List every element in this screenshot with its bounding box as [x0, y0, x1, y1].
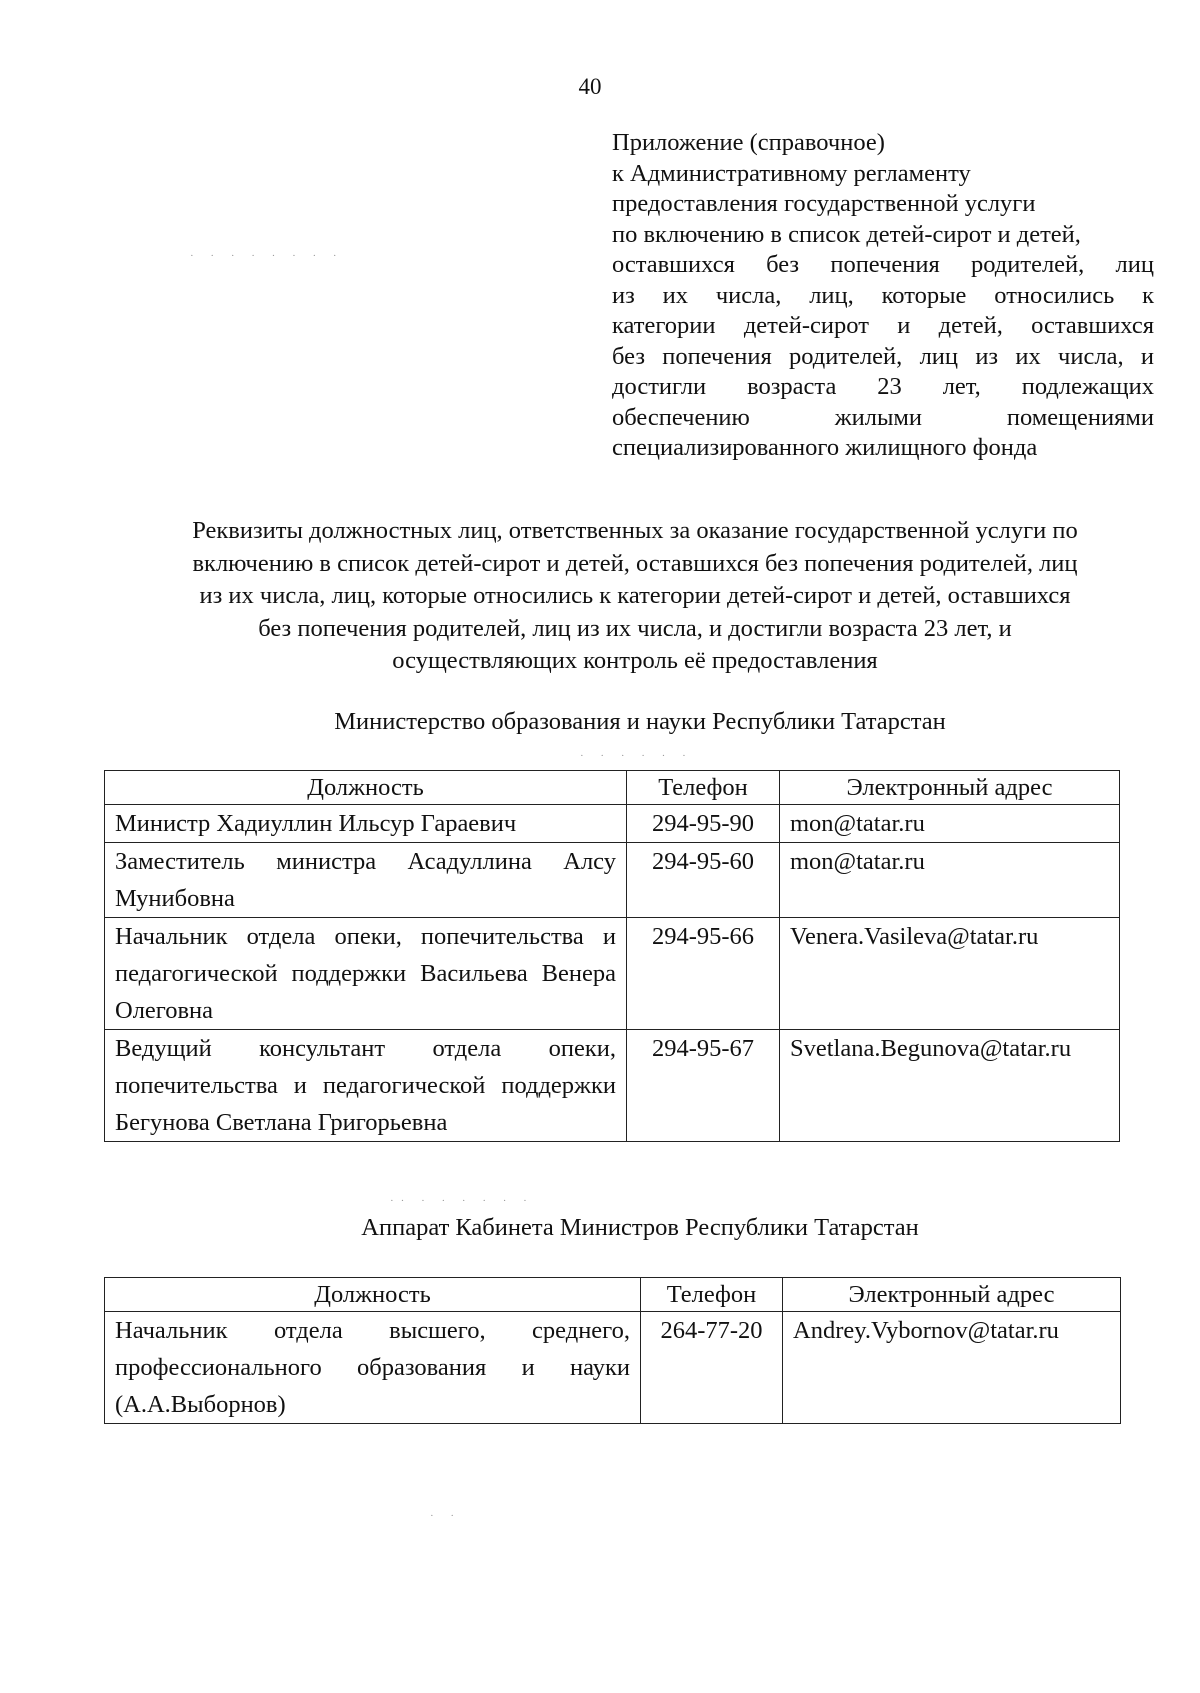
ministry-section-title: Министерство образования и науки Республики Татарстан — [334, 708, 946, 735]
column-header-email: Электронный адрес — [783, 1278, 1121, 1312]
column-header-position: Должность — [105, 771, 627, 805]
phone-cell: 264-77-20 — [641, 1312, 783, 1424]
page-number: 40 — [578, 74, 602, 99]
ministry-contacts-table — [104, 770, 1120, 1142]
table-row — [105, 1030, 1120, 1142]
cabinet-contacts-table — [104, 1277, 1121, 1424]
email-cell: Venera.Vasileva@tatar.ru — [780, 918, 1120, 1030]
heading-line: осуществляющих контроль её предоставления — [392, 647, 878, 674]
table-row — [105, 843, 1120, 918]
phone-cell: 294-95-67 — [627, 1030, 780, 1142]
column-header-email: Электронный адрес — [780, 771, 1120, 805]
column-header-phone: Телефон — [627, 771, 780, 805]
cabinet-section-title: Аппарат Кабинета Министров Республики Татарстан — [361, 1214, 919, 1241]
appendix-note — [612, 128, 1154, 464]
email-cell: mon@tatar.ru — [780, 805, 1120, 843]
appendix-line: по включению в список детей-сирот и детей, — [612, 220, 1081, 248]
scan-specks: ·· · · · · · · — [390, 1195, 534, 1207]
appendix-line: обеспечению жилыми помещениями — [612, 403, 1154, 431]
document-heading — [110, 515, 1160, 678]
column-header-phone: Телефон — [641, 1278, 783, 1312]
position-cell: Заместитель министра Асадуллина Алсу Мунибовна — [105, 843, 627, 918]
phone-cell: 294-95-60 — [627, 843, 780, 918]
table-row — [105, 805, 1120, 843]
phone-cell: 294-95-66 — [627, 918, 780, 1030]
appendix-line: оставшихся без попечения родителей, лиц — [612, 251, 1154, 278]
table-header-row — [105, 771, 1120, 805]
appendix-line: категории детей-сирот и детей, оставшихся — [612, 312, 1154, 339]
email-cell: Andrey.Vybornov@tatar.ru — [783, 1312, 1121, 1424]
scan-specks: · · · · · · · · — [190, 250, 344, 262]
heading-line: без попечения родителей, лиц из их числа, и достигли возраста 23 лет, и — [258, 614, 1012, 642]
position-cell: Министр Хадиуллин Ильсур Гараевич — [105, 805, 627, 843]
scan-specks: · · · · · · — [580, 750, 693, 762]
appendix-line: достигли возраста 23 лет, подлежащих — [612, 373, 1154, 400]
appendix-line: к Административному регламенту — [612, 159, 971, 187]
appendix-line: специализированного жилищного фонда — [612, 434, 1038, 461]
table-row — [105, 918, 1120, 1030]
position-cell: Ведущий консультант отдела опеки, попечительства и педагогической поддержки Бегунова Светлана Григорьевна — [105, 1030, 627, 1142]
scan-specks: · · — [430, 1510, 462, 1522]
email-cell: Svetlana.Begunova@tatar.ru — [780, 1030, 1120, 1142]
phone-cell: 294-95-90 — [627, 805, 780, 843]
appendix-line: предоставления государственной услуги — [612, 190, 1036, 217]
heading-line: Реквизиты должностных лиц, ответственных за оказание государственной услуги по — [192, 517, 1078, 544]
appendix-line: без попечения родителей, лиц из их числа, и — [612, 342, 1154, 370]
heading-line: включению в список детей-сирот и детей, оставшихся без попечения родителей, лиц — [192, 549, 1078, 577]
email-cell: mon@tatar.ru — [780, 843, 1120, 918]
table-header-row — [105, 1278, 1121, 1312]
heading-line: из их числа, лиц, которые относились к категории детей-сирот и детей, оставшихся — [199, 582, 1071, 609]
table-row — [105, 1312, 1121, 1424]
appendix-line: Приложение (справочное) — [612, 129, 885, 156]
position-cell: Начальник отдела опеки, попечительства и педагогической поддержки Васильева Венера Олеговна — [105, 918, 627, 1030]
position-cell: Начальник отдела высшего, среднего, профессионального образования и науки (А.А.Выборнов) — [105, 1312, 641, 1424]
appendix-line: из их числа, лиц, которые относились к — [612, 281, 1154, 309]
column-header-position: Должность — [105, 1278, 641, 1312]
